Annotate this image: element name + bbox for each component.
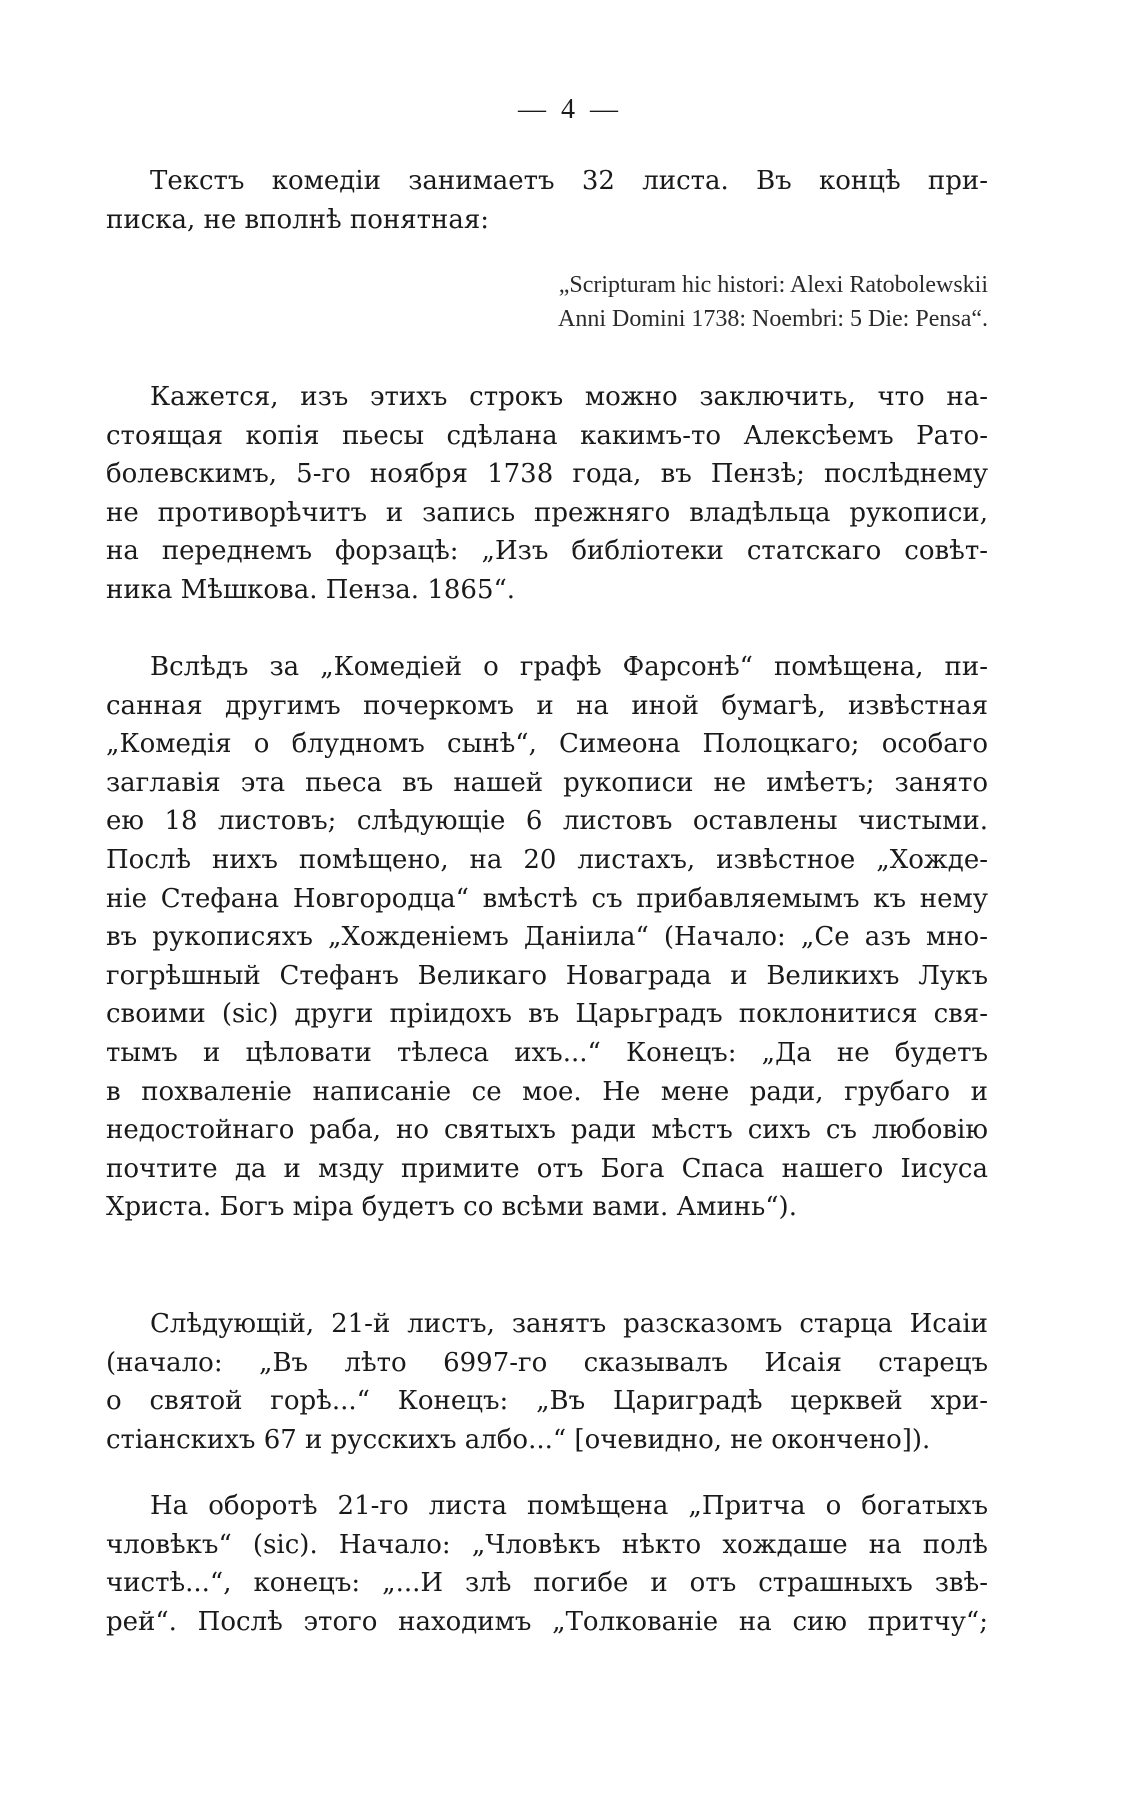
quote-line: „Scripturam hic histori: Alexi Ratobolewskii <box>558 272 988 298</box>
text-line: Христа. Богъ міра будетъ со всѣми вами. Аминь“). <box>106 1192 797 1223</box>
quote-line: Anni Domini 1738: Noembri: 5 Die: Pensa“. <box>558 306 988 332</box>
text-line: ею 18 листовъ; слѣдующіе 6 листовъ оставлены чистыми. <box>106 806 988 837</box>
text-line: (начало: „Въ лѣто 6997-го сказывалъ Исаія старецъ <box>106 1347 988 1378</box>
text-line: на переднемъ форзацѣ: „Изъ библіотеки статскаго совѣт- <box>106 536 988 567</box>
latin-quote <box>380 268 988 336</box>
text-line: болевскимъ, 5-го ноября 1738 года, въ Пензѣ; послѣднему <box>106 459 988 490</box>
text-line: Вслѣдъ за „Комедіей о графѣ Фарсонѣ“ помѣщена, пи- <box>150 652 988 682</box>
text-line: стіанскихъ 67 и русскихъ албо...“ [очевидно, не окончено]). <box>106 1424 931 1455</box>
text-line: ніе Стефана Новгородца“ вмѣстѣ съ прибавляемымъ къ нему <box>106 883 988 914</box>
text-line: в похваленіе написаніе се мое. Не мене ради, грубаго и <box>106 1076 988 1107</box>
paragraph-1 <box>106 378 988 610</box>
text-line: рей“. Послѣ этого находимъ „Толкованіе на сию притчу“; <box>106 1606 988 1637</box>
text-line: На оборотѣ 21-го листа помѣщена „Притча о богатыхъ <box>150 1491 988 1521</box>
text-line: почтите да и мзду примите отъ Бога Спаса нашего Іисуса <box>106 1153 988 1184</box>
text-line: Послѣ нихъ помѣщено, на 20 листахъ, извѣстное „Хожде- <box>106 844 988 875</box>
text-line: Слѣдующій, 21-й листъ, занятъ разсказомъ старца Исаіи <box>150 1309 988 1339</box>
text-line: чловѣкъ“ (sic). Начало: „Чловѣкъ нѣкто хождаше на полѣ <box>106 1529 988 1560</box>
text-line: въ рукописяхъ „Хожденіемъ Даніила“ (Начало: „Се азъ мно- <box>106 922 988 953</box>
page-number: — 4 — <box>518 94 622 125</box>
text-line: своими (sic) други пріидохъ въ Царьградъ поклонитися свя- <box>106 999 988 1030</box>
text-line: заглавія эта пьеса въ нашей рукописи не имѣетъ; занято <box>106 767 988 798</box>
text-line: гогрѣшный Стефанъ Великаго Новаграда и Великихъ Лукъ <box>106 960 988 991</box>
text-line: Текстъ комедіи занимаетъ 32 листа. Въ концѣ при- <box>150 166 988 196</box>
paragraph-3 <box>106 1305 988 1459</box>
paragraph-4 <box>106 1487 988 1641</box>
text-line: чистѣ...“, конецъ: „...И злѣ погибе и отъ страшныхъ звѣ- <box>106 1568 988 1599</box>
text-line: „Комедія о блудномъ сынѣ“, Симеона Полоцкаго; особаго <box>106 729 988 760</box>
text-line: недостойнаго раба, но святыхъ ради мѣстъ сихъ съ любовію <box>106 1115 988 1146</box>
text-line: Кажется, изъ этихъ строкъ можно заключить, что на- <box>150 382 988 412</box>
text-line: санная другимъ почеркомъ и на иной бумагѣ, извѣстная <box>106 690 988 721</box>
text-line: не противорѣчитъ и запись прежняго владѣльца рукописи, <box>106 497 988 528</box>
text-line: ника Мѣшкова. Пенза. 1865“. <box>106 574 516 605</box>
paragraph-2 <box>106 648 988 1227</box>
intro-paragraph <box>106 162 988 239</box>
text-line: писка, не вполнѣ понятная: <box>106 204 489 235</box>
text-line: тымъ и цѣловати тѣлеса ихъ...“ Конецъ: „Да не будетъ <box>106 1037 988 1068</box>
text-line: стоящая копія пьесы сдѣлана какимъ-то Алексѣемъ Рато- <box>106 420 988 451</box>
text-line: о святой горѣ...“ Конецъ: „Въ Цариградѣ церквей хри- <box>106 1386 988 1417</box>
